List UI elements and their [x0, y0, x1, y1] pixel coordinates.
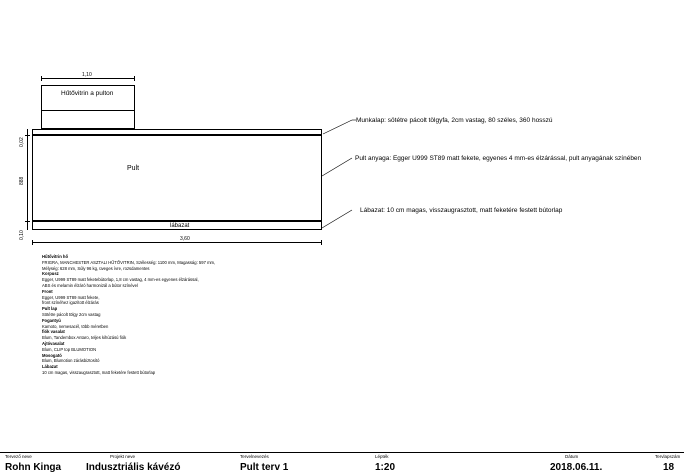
plan-label: Tervelnevezés	[240, 454, 269, 459]
scale-label: Lépték	[375, 454, 389, 459]
plinth-label: lábazat	[170, 223, 190, 229]
spec-heading: Ajtóvasalat	[42, 340, 65, 346]
note-material: Pult anyaga: Egger U999 ST89 matt fekete, egyenes 4 mm-es élzárással, pult anyagának színében	[355, 155, 642, 162]
note-worktop: Munkalap: sötétre pácolt tölgyfa, 2cm vastag, 80 széles, 360 hosszú	[356, 117, 553, 124]
spec-heading: Lábazat	[42, 364, 58, 370]
spec-line: 10 cm magas, visszaugrasztott, matt feketére festett bútorlap	[42, 369, 156, 375]
spec-line: Egger, U999 ST89 matt feketebútorlap, 1,8 cm vastag, 4 mm-es egyenes élzárással,	[42, 277, 199, 283]
spec-line: Blum, Tandembox Antaro, teljes kihúzású fiók	[42, 335, 127, 341]
top-width-label: 1,10	[82, 72, 92, 78]
spec-line: Kamoto, nemesacél, több méretben	[42, 323, 109, 329]
title-block-divider	[0, 452, 684, 453]
specification-list	[42, 254, 215, 376]
spec-line: Sötétre pácolt tölgy 2cm vastag	[42, 311, 101, 317]
spec-heading: Pult lap	[42, 306, 58, 312]
height-dim-mid: 888	[19, 176, 25, 185]
spec-line: Mélység: 628 mm, Súly 96 kg, üveges ívre, rozsdamentes	[42, 265, 150, 271]
designer-name: Rohn Kinga	[5, 462, 62, 473]
date-label: Dátum	[565, 454, 579, 459]
project-label: Projekt neve	[110, 454, 136, 459]
spec-heading: Hűtővitrin hő	[42, 254, 69, 259]
counter-label: Pult	[127, 165, 140, 172]
sheet-number: 18	[663, 462, 675, 473]
spec-line: Blum, CLIP top BLUMOTION	[42, 346, 97, 352]
spec-heading: Korpusz	[42, 271, 59, 277]
project-name: Indusztriális kávézó	[86, 462, 181, 473]
spec-heading: Front	[42, 288, 53, 294]
spec-line: Egger, U999 ST89 matt fekete,	[42, 294, 100, 300]
display-cabinet-label: Hűtővitrin a pulton	[61, 90, 114, 97]
scale-value: 1:20	[375, 462, 396, 473]
plan-name: Pult terv 1	[240, 462, 289, 473]
bottom-width-label: 3,60	[180, 236, 190, 242]
spec-line: ABS és melamin élzáró harmonizál a bútor színével	[42, 282, 138, 288]
sheet-label: Tervlapszám	[655, 454, 681, 459]
spec-heading: fiók vasalat	[42, 329, 65, 335]
height-dim-top: 0,02	[19, 137, 25, 147]
designer-label: Tervező neve	[5, 454, 32, 459]
height-dim-bottom: 0,10	[19, 230, 25, 240]
spec-line: Blum, Blumotion zárásbiztosító	[42, 358, 100, 364]
spec-line: FRIGRA, MANCHESTER ASZTALI HŰTŐVITRIN, Szélesség: 1100 mm, Magasság: 597 mm,	[42, 259, 216, 265]
date-value: 2018.06.11.	[550, 462, 603, 473]
spec-heading: Fogantyú	[42, 317, 61, 323]
spec-line: front színéhez igazított élzárás	[42, 300, 99, 306]
note-plinth: Lábazat: 10 cm magas, visszaugrasztott, matt feketére festett bútorlap	[360, 207, 563, 214]
spec-heading: Mosogató	[42, 352, 62, 358]
